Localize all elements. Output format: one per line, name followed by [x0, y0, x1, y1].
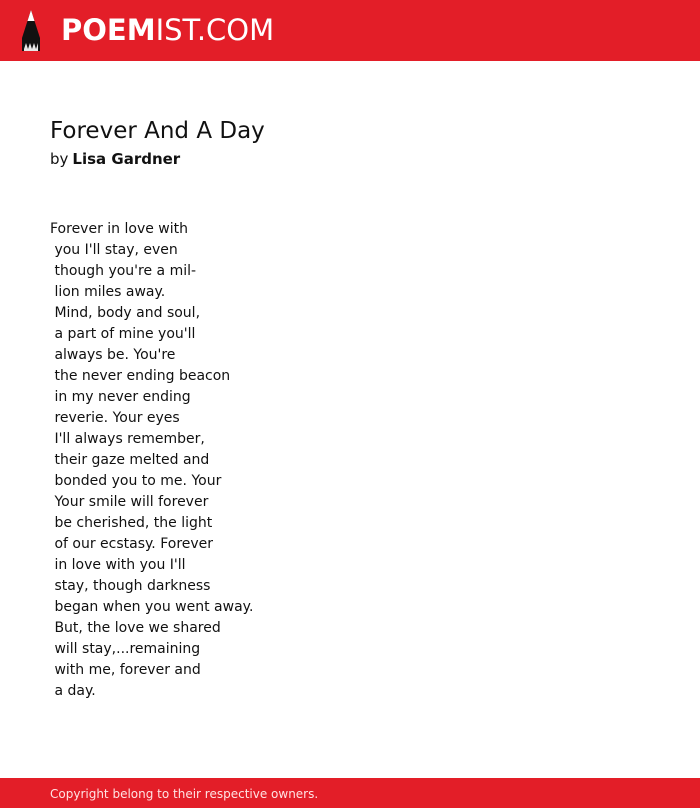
poem-byline — [50, 148, 180, 170]
poem-line: in my never ending — [50, 389, 191, 405]
poem-line: But, the love we shared — [50, 620, 221, 636]
logo-text-light: IST.COM — [155, 13, 275, 47]
site-logo-link[interactable] — [17, 8, 274, 52]
poem-line: though you're a mil- — [50, 263, 197, 279]
poem-line: always be. You're — [50, 347, 176, 363]
poem-line: you I'll stay, even — [50, 242, 178, 258]
poem-line: bonded you to me. Your — [50, 473, 222, 489]
site-footer — [0, 778, 700, 808]
poem-line: began when you went away. — [50, 599, 254, 615]
pencil-tip-icon — [17, 8, 45, 52]
poem-line: with me, forever and — [50, 662, 201, 678]
poem-line: their gaze melted and — [50, 452, 210, 468]
poem-line: I'll always remember, — [50, 431, 205, 447]
poem-line: a day. — [50, 683, 96, 699]
poem-line: Forever in love with — [50, 221, 189, 237]
poem-title: Forever And A Day — [50, 118, 265, 144]
poem-line: Mind, body and soul, — [50, 305, 201, 321]
poem-body — [50, 219, 350, 702]
poem-line: of our ecstasy. Forever — [50, 536, 214, 552]
site-logo-text — [61, 8, 274, 52]
poem-line: Your smile will forever — [50, 494, 209, 510]
poem-line: a part of mine you'll — [50, 326, 196, 342]
poem-line: be cherished, the light — [50, 515, 213, 531]
logo-text-bold: POEM — [61, 13, 156, 47]
poem-line: the never ending beacon — [50, 368, 231, 384]
poem-line: reverie. Your eyes — [50, 410, 180, 426]
site-header — [0, 0, 700, 61]
poem-line: will stay,...remaining — [50, 641, 201, 657]
poem-line: lion miles away. — [50, 284, 166, 300]
poem-line: in love with you I'll — [50, 557, 186, 573]
poem-line: stay, though darkness — [50, 578, 211, 594]
poem-author: Lisa Gardner — [72, 150, 181, 168]
copyright-notice: Copyright belong to their respective owners. — [50, 787, 319, 801]
byline-label: by — [50, 150, 69, 168]
